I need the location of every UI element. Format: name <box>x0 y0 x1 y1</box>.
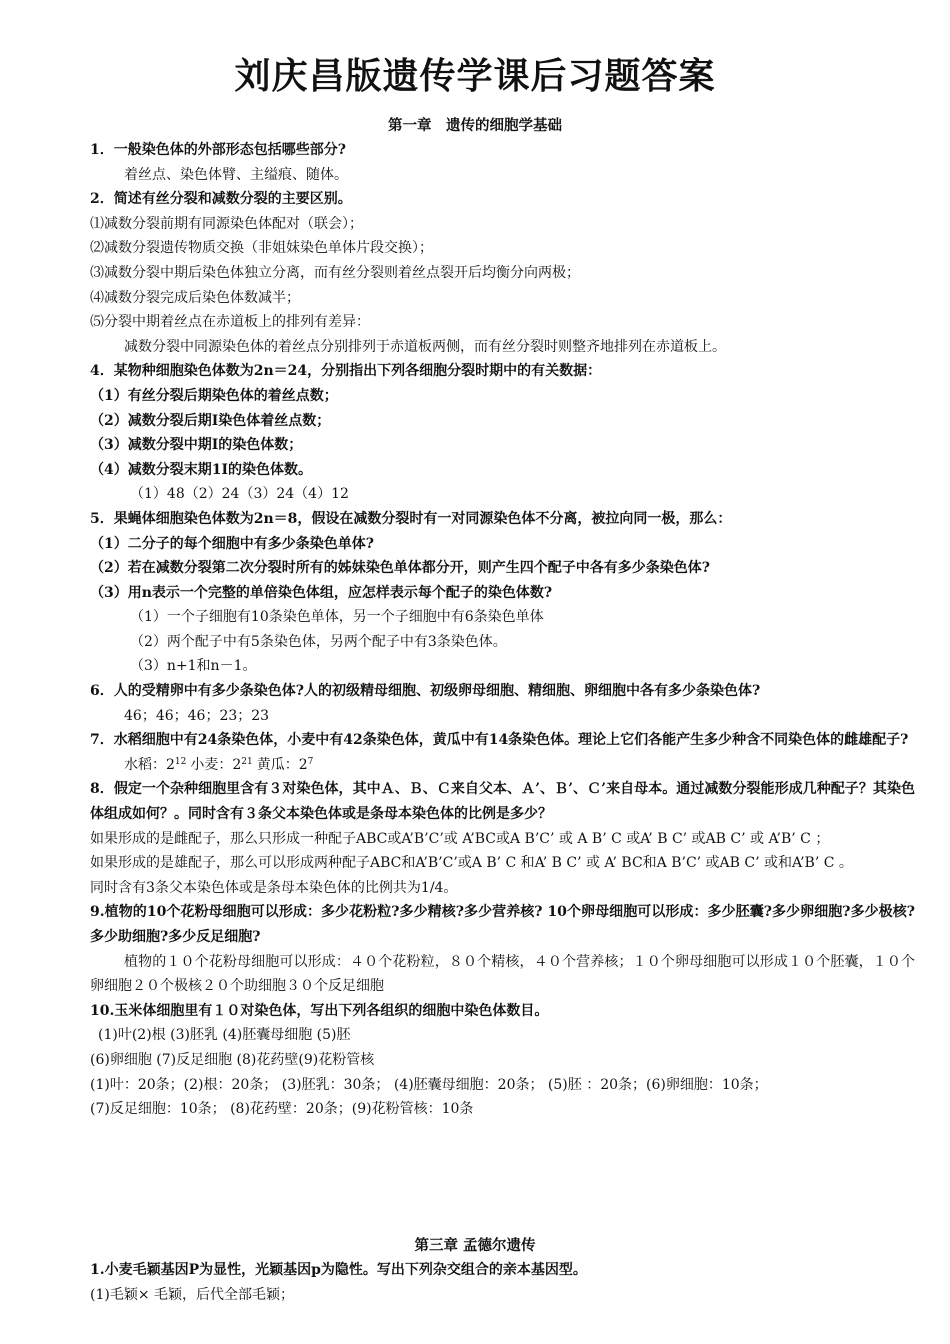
answer-5-item: （3）n+1和n－1。 <box>130 658 257 675</box>
document-title: 刘庆昌版遗传学课后习题答案 <box>234 56 716 97</box>
wheat-exponent: 21 <box>241 756 253 767</box>
question-4-sub: （1）有丝分裂后期染色体的着丝点数； <box>90 387 338 404</box>
answer-10-item: (1)叶：20条；(2)根：20条； (3)胚乳：30条； (4)胚囊母细胞：20条； (5)胚 ：20条；(6)卵细胞：10条； <box>90 1076 768 1093</box>
question-2: 2．简述有丝分裂和减数分裂的主要区别。 <box>90 191 352 208</box>
question-4-sub: （4）减数分裂末期1I的染色体数。 <box>90 461 313 478</box>
question-5-sub: （2）若在减数分裂第二次分裂时所有的姊妹染色单体都分开，则产生四个配子中各有多少条染色体? <box>90 560 710 577</box>
cucumber-count: 黄瓜：2 <box>256 756 308 773</box>
question-4-sub: （2）减数分裂后期I染色体着丝点数； <box>90 412 331 429</box>
rice-exponent: 12 <box>174 756 187 767</box>
question-10: 10.玉米体细胞里有１０对染色体，写出下列各组织的细胞中染色体数目。 <box>90 1002 549 1019</box>
answer-2-item: ⑵减数分裂遗传物质交换（非姐妹染色单体片段交换）； <box>90 240 433 257</box>
wheat-count: 小麦：2 <box>190 756 242 773</box>
chapter-3-answer-1: (1)毛颖× 毛颖，后代全部毛颖； <box>90 1286 295 1303</box>
question-5-sub: （3）用n表示一个完整的单倍染色体组，应怎样表示每个配子的染色体数? <box>90 584 553 601</box>
cucumber-exponent: 7 <box>307 756 314 767</box>
answer-10-item: (7)反足细胞：10条； (8)花药壁：20条；(9)花粉管核：10条 <box>90 1101 474 1118</box>
answer-8-male: 如果形成的是雄配子，那么可以形成两种配子ABC和A’B’C’或A B’ C 和A’ B C’ 或 A’ BC和A B’C’ 或AB C’ 或和A’B’ C 。 <box>90 855 853 872</box>
question-4-sub: （3）减数分裂中期I的染色体数； <box>90 437 303 454</box>
answer-4: （1）48（2）24（3）24（4）12 <box>130 486 349 503</box>
question-5-sub: （1）二分子的每个细胞中有多少条染色单体? <box>90 535 374 552</box>
answer-2-item: ⑶减数分裂中期后染色体独立分离，而有丝分裂则着丝点裂开后均衡分向两极； <box>90 264 580 281</box>
answer-2-item: ⑷减数分裂完成后染色体数减半； <box>90 289 300 306</box>
question-6: 6．人的受精卵中有多少条染色体?人的初级精母细胞、初级卵母细胞、精细胞、卵细胞中各有多少条染色体? <box>90 683 761 700</box>
chapter-3-body <box>90 1258 915 1307</box>
question-10-sub: (1)叶(2)根 (3)胚乳 (4)胚囊母细胞 (5)胚 <box>98 1027 351 1044</box>
question-9: 9.植物的10个花粉母细胞可以形成：多少花粉粒?多少精核?多少营养核? 10个卵母细胞可以形成：多少胚囊?多少卵细胞?多少极核?多少助细胞?多少反足细胞? <box>90 904 915 945</box>
answer-5-item: （1）一个子细胞有10条染色单体，另一个子细胞中有6条染色单体 <box>130 609 544 626</box>
answer-1: 着丝点、染色体臂、主缢痕、随体。 <box>124 166 348 183</box>
question-4: 4．某物种细胞染色体数为2n＝24，分别指出下列各细胞分裂时期中的有关数据： <box>90 363 602 380</box>
question-10-sub: (6)卵细胞 (7)反足细胞 (8)花药壁(9)花粉管核 <box>90 1051 375 1068</box>
question-7: 7．水稻细胞中有24条染色体，小麦中有42条染色体，黄瓜中有14条染色体。理论上它们各能产生多少种含不同染色体的雌雄配子? <box>90 732 909 749</box>
chapter-1-body <box>90 138 915 1122</box>
chapter-3-heading: 第三章 孟德尔遗传 <box>414 1237 536 1254</box>
chapter-1-heading: 第一章 遗传的细胞学基础 <box>388 117 562 134</box>
rice-count: 水稻：2 <box>124 756 175 773</box>
answer-2-item: ⑴减数分裂前期有同源染色体配对（联会）； <box>90 215 363 232</box>
answer-7 <box>90 753 915 778</box>
answer-2-item: ⑸分裂中期着丝点在赤道板上的排列有差异： <box>90 314 370 331</box>
answer-9: 植物的１０个花粉母细胞可以形成：４０个花粉粒，８０个精核，４０个营养核；１０个卵母细胞可以形成１０个胚囊，１０个卵细胞２０个极核２０个助细胞３０个反足细胞 <box>90 953 915 995</box>
question-1: 1．一般染色体的外部形态包括哪些部分? <box>90 142 346 158</box>
answer-6: 46；46；46；23；23 <box>124 707 270 724</box>
question-5: 5．果蝇体细胞染色体数为2n＝8，假设在减数分裂时有一对同源染色体不分离，被拉向同一极，那么： <box>90 510 732 527</box>
answer-8-female: 如果形成的是雌配子，那么只形成一种配子ABC或A’B’C’或 A’BC或A B’C’ 或 A B’ C 或A’ B C’ 或AB C’ 或 A’B’ C ； <box>90 830 830 847</box>
answer-8-ratio: 同时含有3条父本染色体或是条母本染色体的比例共为1/4。 <box>90 879 458 896</box>
answer-5-item: （2）两个配子中有5条染色体，另两个配子中有3条染色体。 <box>130 633 507 650</box>
question-8: 8．假定一个杂种细胞里含有３对染色体，其中Ａ、Ｂ、Ｃ来自父本、Ａ’、Ｂ’、Ｃ’来自母本。通过减数分裂能形成几种配子？其染色体组成如何？。同时含有３条父本染色体或是条母本染色体的比例是多少？ <box>90 781 915 823</box>
answer-2-detail: 减数分裂中同源染色体的着丝点分别排列于赤道板两侧，而有丝分裂时则整齐地排列在赤道板上。 <box>124 338 726 355</box>
chapter-3-question-1: 1.小麦毛颖基因P为显性，光颖基因p为隐性。写出下列杂交组合的亲本基因型。 <box>90 1262 587 1278</box>
